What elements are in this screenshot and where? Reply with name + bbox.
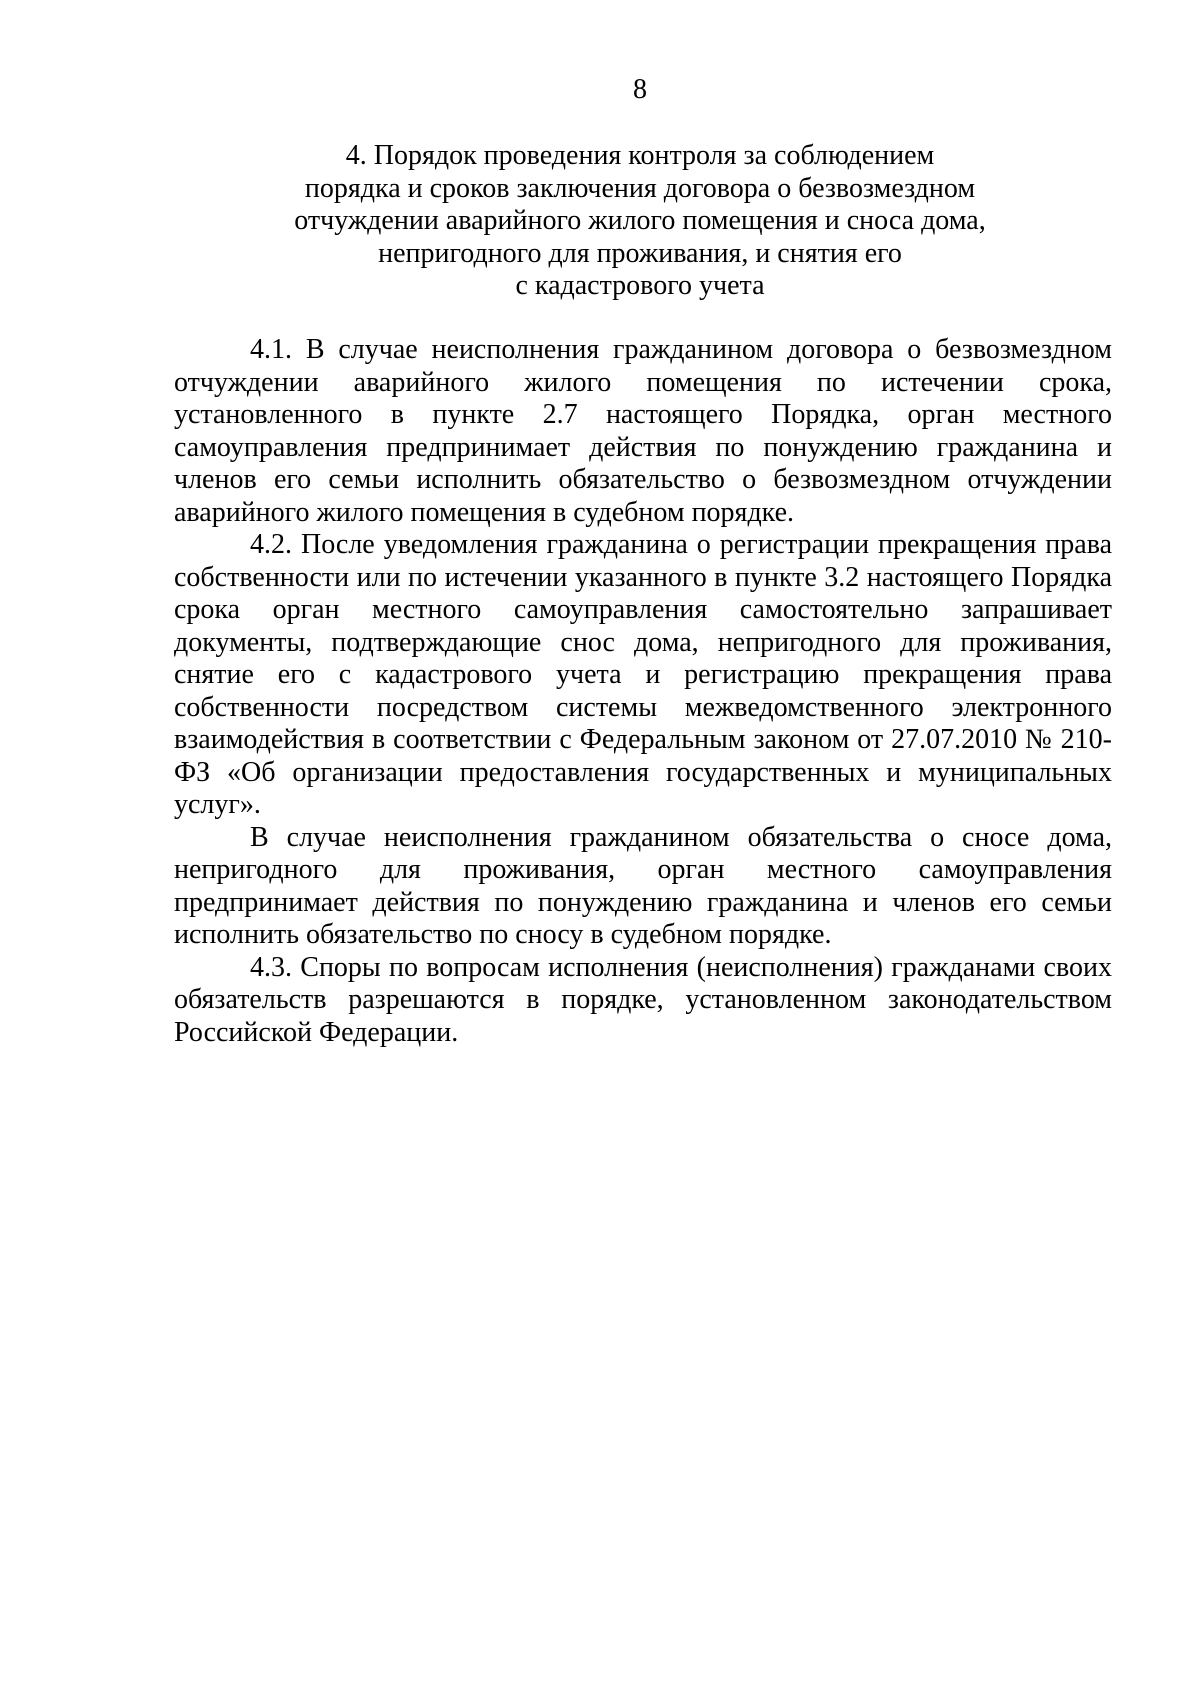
section-title (0, 140, 1200, 303)
page-number: 8 (633, 74, 647, 105)
paragraph-4-2: 4.2. После уведомления гражданина о регистрации прекращения права собственности или по истечении указанного в пункте 3.2 настоящего Порядка срока орган местного самоуправления самостоятельно запрашивает документы, подтверждающие снос дома, непригодного для проживания, снятие его с кадастрового учета и регистрацию прекращения права собственности посредством системы межведомственного электронного взаимодействия в соответствии с Федеральным законом от 27.07.2010 № 210-ФЗ «Об организации предоставления государственных и муниципальных услуг». (174, 529, 1112, 820)
section-title-line: порядка и сроков заключения договора о безвозмездном (304, 172, 976, 204)
document-body (174, 334, 1112, 1049)
section-title-line: непригодного для проживания, и снятия его (378, 237, 902, 269)
paragraph-4-3: 4.3. Споры по вопросам исполнения (неисполнения) гражданами своих обязательств разрешаются в порядке, установленном законодательством Российской Федерации. (174, 951, 1112, 1048)
section-title-line: отчуждении аварийного жилого помещения и сноса дома, (294, 205, 986, 236)
paragraph-4-1: 4.1. В случае неисполнения гражданином договора о безвозмездном отчуждении аварийного жилого помещения по истечении срока, установленного в пункте 2.7 настоящего Порядка, орган местного самоуправления предпринимает действия по понуждению гражданина и членов его семьи исполнить обязательство о безвозмездном отчуждении аварийного жилого помещения в судебном порядке. (174, 334, 1112, 528)
section-title-line: с кадастрового учета (515, 270, 765, 301)
paragraph-4-2-continued: В случае неисполнения гражданином обязательства о сносе дома, непригодного для проживания, орган местного самоуправления предпринимает действия по понуждению гражданина и членов его семьи исполнить обязательство по сносу в судебном порядке. (174, 821, 1112, 950)
section-title-line: 4. Порядок проведения контроля за соблюдением (345, 140, 935, 171)
